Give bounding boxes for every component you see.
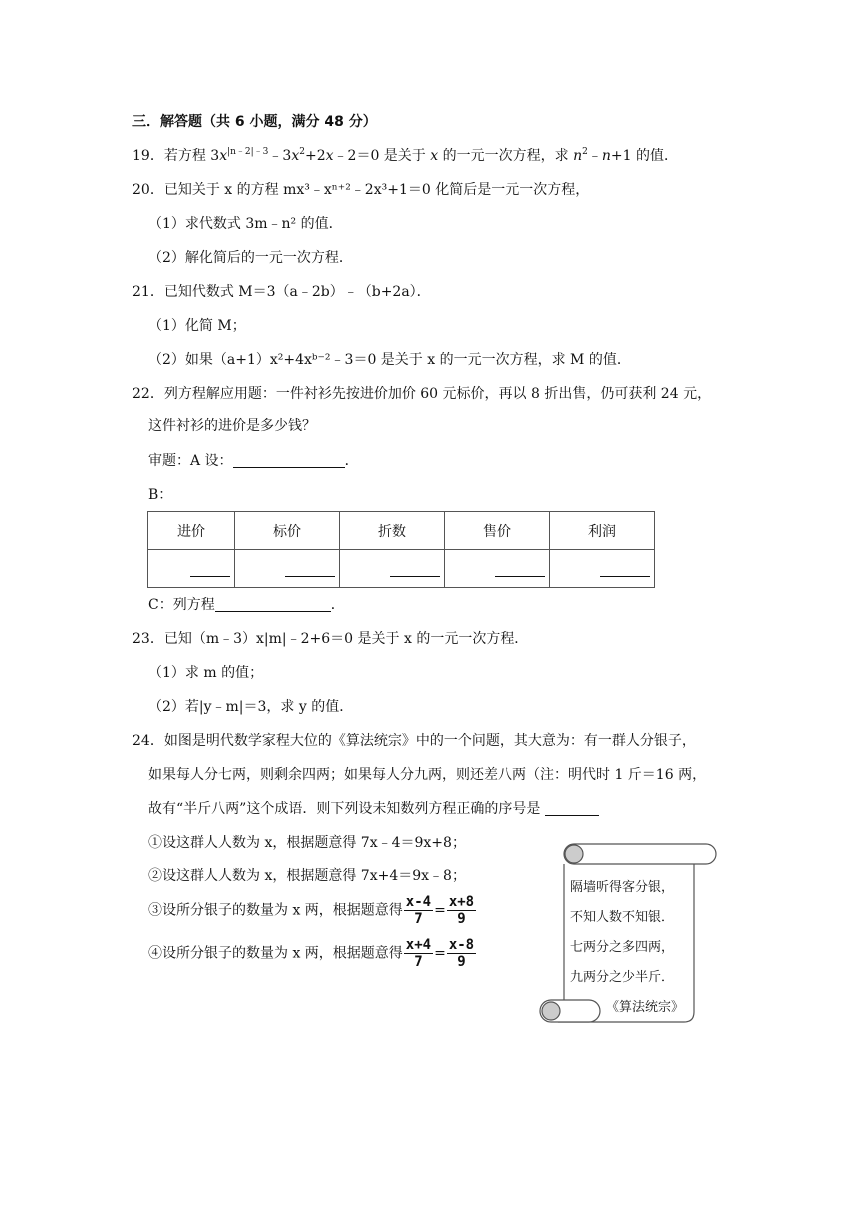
fraction: $\frac{x+8}{9}$ — [448, 894, 475, 927]
option-3: ③设所分银子的数量为 x 两，根据题意得 $\frac{x-4}{7}$ = $\frac{x+8}{9}$ — [148, 894, 475, 927]
table-cell — [550, 550, 655, 588]
question-20: 20．已知关于 x 的方程 mx³﹣xⁿ⁺²﹣2x³+1＝0 化简后是一元一次方程， — [132, 182, 590, 198]
table-header-cell: 利润 — [550, 512, 655, 550]
poem-line: 九两分之少半斤． — [570, 970, 675, 985]
table-header-cell: 折数 — [340, 512, 445, 550]
answer-blank[interactable] — [215, 597, 331, 612]
question-19: 19．若方程 $3x^{|n﹣2|﹣3}﹣3x^2+2x﹣2=0$ 是关于 x 的一元一次方程，求 $n^2﹣n+1$ 的值． — [132, 147, 678, 164]
option-4: ④设所分银子的数量为 x 两，根据题意得 $\frac{x+4}{7}$ = $\frac{x-8}{9}$ — [148, 937, 475, 970]
table-header-cell: 售价 — [445, 512, 550, 550]
section-title: 三．解答题（共 6 小题，满分 48 分） — [132, 114, 377, 130]
question-22-step-a: 审题：A 设： ． — [148, 453, 359, 469]
table-cell — [445, 550, 550, 588]
answer-blank[interactable] — [390, 576, 440, 577]
poem-line: 隔墙听得客分银， — [570, 880, 675, 895]
answer-blank[interactable] — [495, 576, 545, 577]
question-number: 19． — [132, 148, 164, 164]
question-21-part-1: （1）化简 M； — [148, 318, 246, 334]
question-23-part-1: （1）求 m 的值； — [148, 665, 264, 681]
table-cell — [235, 550, 340, 588]
fraction: $\frac{x+4}{7}$ — [405, 937, 432, 970]
question-24-line-2: 如果每人分七两，则剩余四两；如果每人分九两，则还差八两（注：明代时 1 斤＝16 两， — [148, 767, 707, 783]
table-cell — [340, 550, 445, 588]
poem-line: 不知人数不知银． — [570, 910, 675, 925]
fraction: $\frac{x-8}{9}$ — [448, 937, 475, 970]
answer-table — [147, 511, 655, 588]
question-24: 24．如图是明代数学家程大位的《算法统宗》中的一个问题，其大意为：有一群人分银子， — [132, 733, 696, 749]
table-header-cell: 进价 — [148, 512, 235, 550]
option-2: ②设这群人人数为 x，根据题意得 7x+4＝9x﹣8； — [148, 868, 466, 884]
table-cell — [148, 550, 235, 588]
answer-blank[interactable] — [233, 453, 345, 468]
poem-source: 《算法统宗》 — [606, 1000, 685, 1015]
question-23: 23．已知（m﹣3）x|m|﹣2+6＝0 是关于 x 的一元一次方程． — [132, 631, 529, 647]
table-row — [148, 550, 655, 588]
answer-blank[interactable] — [545, 801, 599, 816]
option-1: ①设这群人人数为 x，根据题意得 7x﹣4＝9x+8； — [148, 835, 466, 851]
answer-blank[interactable] — [600, 576, 650, 577]
fraction: $\frac{x-4}{7}$ — [405, 894, 432, 927]
question-number: 21． — [132, 284, 164, 300]
question-22-line-2: 这件衬衫的进价是多少钱？ — [148, 418, 316, 434]
question-number: 23． — [132, 631, 164, 647]
answer-blank[interactable] — [285, 576, 335, 577]
question-22: 22．列方程解应用题：一件衬衫先按进价加价 60 元标价，再以 8 折出售，仍可获利 24 元， — [132, 386, 712, 402]
answer-blank[interactable] — [190, 576, 230, 577]
question-24-line-3: 故有“半斤八两”这个成语．则下列设未知数列方程正确的序号是 — [148, 799, 599, 819]
question-22-step-c: C：列方程 ． — [148, 597, 345, 613]
question-21-part-2: （2）如果（a+1）x²+4xᵇ⁻²﹣3＝0 是关于 x 的一元一次方程，求 M 的值． — [148, 352, 631, 368]
table-header-row — [148, 512, 655, 550]
table-header-cell: 标价 — [235, 512, 340, 550]
question-number: 24． — [132, 733, 164, 749]
question-21: 21．已知代数式 M＝3（a﹣2b）﹣（b+2a）． — [132, 284, 431, 300]
question-23-part-2: （2）若|y﹣m|＝3，求 y 的值． — [148, 699, 354, 715]
question-20-part-2: （2）解化简后的一元一次方程． — [148, 250, 353, 266]
question-number: 22． — [132, 386, 164, 402]
question-number: 20． — [132, 182, 164, 198]
question-22-step-b: B： — [148, 487, 173, 503]
poem-line: 七两分之多四两， — [570, 940, 675, 955]
question-20-part-1: （1）求代数式 3m﹣n² 的值． — [148, 216, 343, 232]
